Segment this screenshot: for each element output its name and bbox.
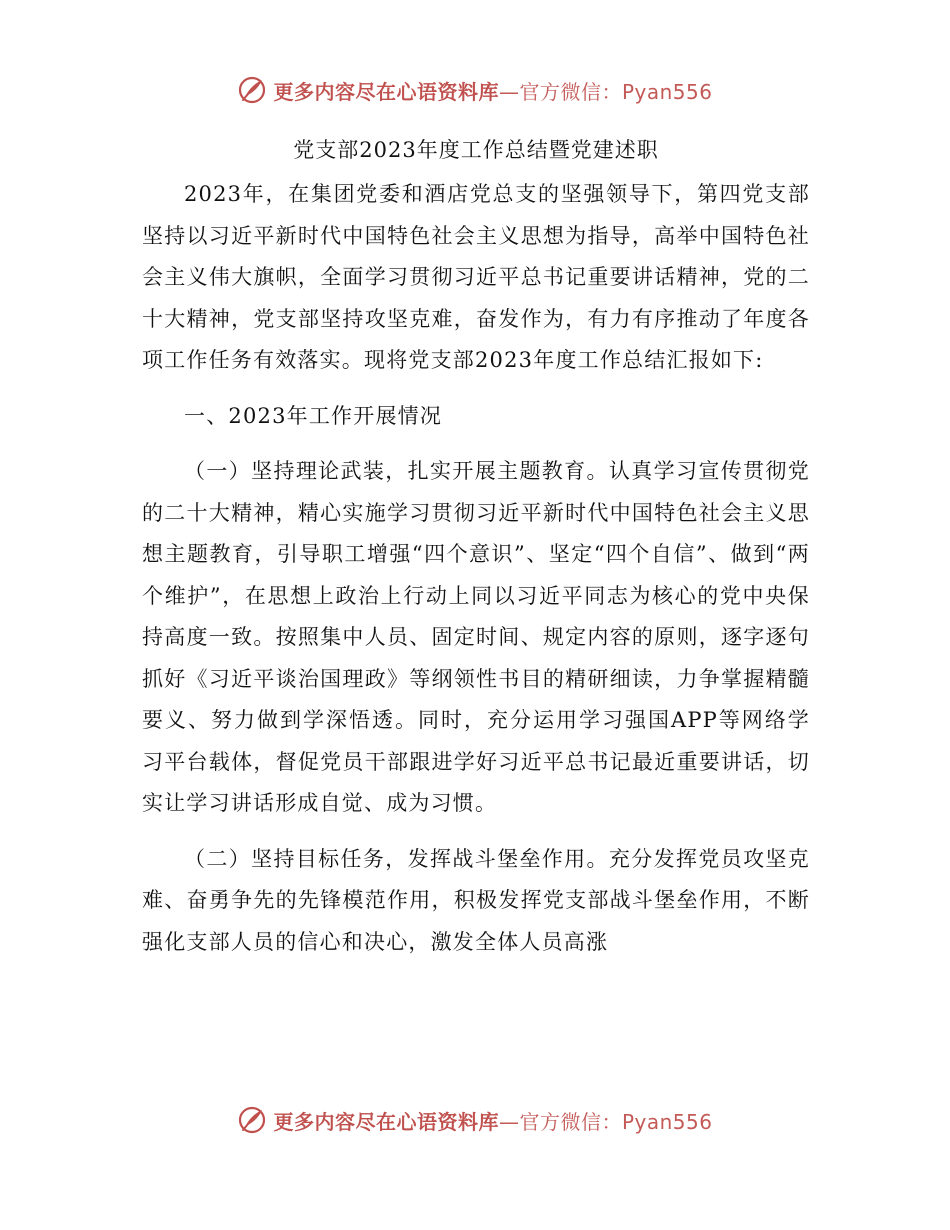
section-heading: 一、2023年工作开展情况 [184, 403, 443, 428]
banner-text [273, 1106, 712, 1135]
banner-text [273, 76, 712, 105]
document-title: 党支部2023年度工作总结暨党建述职 [293, 138, 659, 162]
footer-watermark-banner [0, 1100, 950, 1140]
document-body [142, 130, 810, 963]
section-paragraph-2: （二）坚持目标任务，发挥战斗堡垒作用。充分发挥党员攻坚克难、奋勇争先的先锋模范作用，积极发挥党支部战斗堡垒作用，不断强化支部人员的信心和决心，激发全体人员高涨 [142, 846, 810, 954]
quill-logo-icon [237, 75, 267, 105]
section-paragraph-1: （一）坚持理论武装，扎实开展主题教育。认真学习宣传贯彻党的二十大精神，精心实施学习贯彻习近平新时代中国特色社会主义思想主题教育，引导职工增强“四个意识”、坚定“四个自信”、做到“两个维护”，在思想上政治上行动上同以习近平同志为核心的党中央保持高度一致。按照集中人员、固定时间、规定内容的原则，逐字逐句抓好《习近平谈治国理政》等纲领性书目的精研细读，力争掌握精髓要义、努力做到学深悟透。同时，充分运用学习强国APP等网络学习平台载体，督促党员干部跟进学好习近平总书记最近重要讲话，切实让学习讲话形成自觉、成为习惯。 [142, 459, 810, 815]
banner-main-text: 更多内容尽在心语资料库 [273, 79, 499, 104]
intro-paragraph: 2023年，在集团党委和酒店党总支的坚强领导下，第四党支部坚持以习近平新时代中国特色社会主义思想为指导，高举中国特色社会主义伟大旗帜，全面学习贯彻习近平总书记重要讲话精神，党的二十大精神，党支部坚持攻坚克难，奋发作为，有力有序推动了年度各项工作任务有效落实。现将党支部2023年度工作总结汇报如下: [142, 182, 810, 372]
header-watermark-banner [0, 70, 950, 110]
quill-logo-icon [237, 1105, 267, 1135]
banner-main-text: 更多内容尽在心语资料库 [273, 1109, 499, 1134]
banner-sub-text: —官方微信：Pyan556 [498, 1109, 713, 1134]
banner-sub-text: —官方微信：Pyan556 [498, 79, 713, 104]
